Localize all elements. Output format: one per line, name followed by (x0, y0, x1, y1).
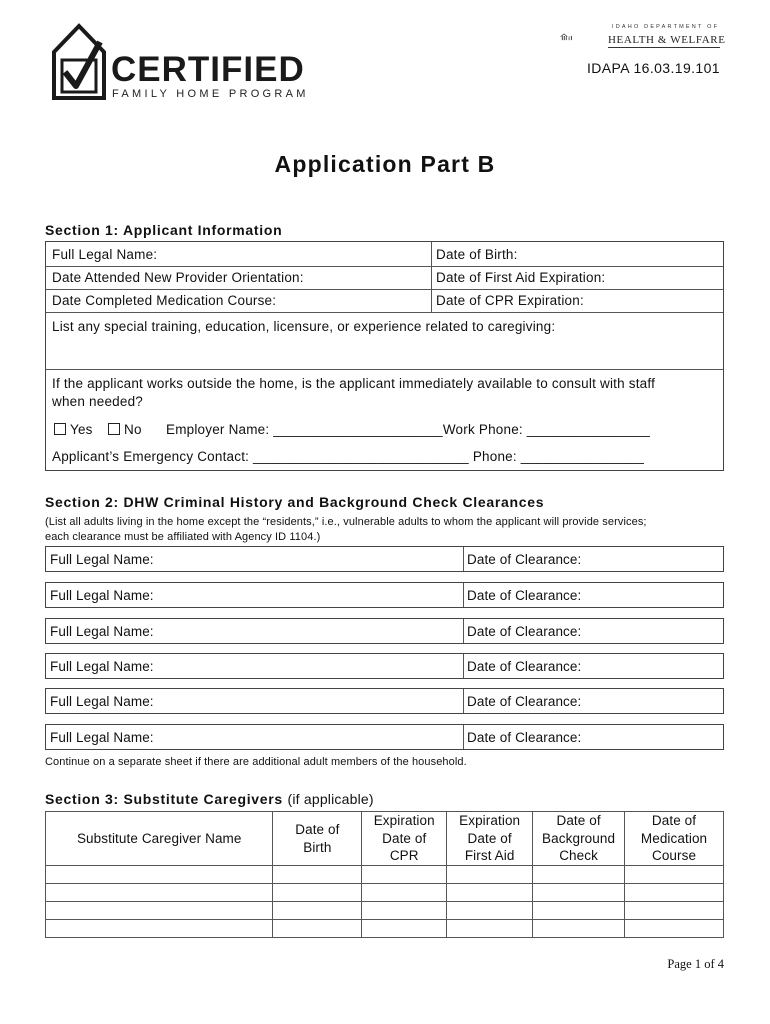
table-cell[interactable] (447, 866, 533, 884)
clearance-row (45, 546, 724, 572)
section2-heading: Section 2: DHW Criminal History and Background Check Clearances (45, 494, 545, 510)
orientation-date-field[interactable]: Date Attended New Provider Orientation: (52, 270, 304, 285)
column-header: Date of Medication Course (625, 812, 724, 866)
section3-heading (45, 791, 374, 807)
clearance-name-field[interactable]: Full Legal Name: (50, 730, 154, 745)
medication-course-field[interactable]: Date Completed Medication Course: (52, 293, 277, 308)
clearance-row (45, 688, 724, 714)
clearance-row (45, 724, 724, 750)
divider (463, 583, 464, 607)
table-cell[interactable] (46, 920, 273, 938)
clearance-date-field[interactable]: Date of Clearance: (467, 659, 582, 674)
column-header: Date of Background Check (533, 812, 625, 866)
yes-checkbox[interactable] (54, 423, 66, 435)
clearance-name-field[interactable]: Full Legal Name: (50, 694, 154, 709)
employer-work-phone-field[interactable]: Employer Name: ______________________Work Phone: ________________ (166, 422, 651, 437)
idapa-reference: IDAPA 16.03.19.101 (586, 60, 720, 76)
date-of-birth-field[interactable]: Date of Birth: (436, 247, 518, 262)
table-cell[interactable] (362, 884, 447, 902)
table-cell[interactable] (447, 884, 533, 902)
dhw-family-icon (560, 22, 606, 52)
section2-note-cont: each clearance must be affiliated with Agency ID 1104.) (45, 531, 321, 543)
cpr-expiration-field[interactable]: Date of CPR Expiration: (436, 293, 584, 308)
table-cell[interactable] (362, 920, 447, 938)
table-row (46, 884, 724, 902)
table-cell[interactable] (46, 884, 273, 902)
column-header: Expiration Date of First Aid (447, 812, 533, 866)
logo-wordmark: CERTIFIED (111, 50, 305, 89)
page-number: Page 1 of 4 (667, 957, 724, 971)
table-cell[interactable] (625, 920, 724, 938)
no-option[interactable] (108, 422, 142, 437)
divider (431, 242, 432, 312)
yes-label: Yes (70, 422, 93, 437)
divider (463, 654, 464, 678)
section3-heading-suffix: (if applicable) (287, 791, 374, 807)
clearance-date-field[interactable]: Date of Clearance: (467, 588, 582, 603)
divider (463, 725, 464, 749)
substitute-caregivers-table (45, 811, 724, 938)
table-cell[interactable] (447, 920, 533, 938)
section2-note: (List all adults living in the home except the “residents,” i.e., vulnerable adults to whom the applicant will provide services; (45, 516, 647, 528)
clearance-date-field[interactable]: Date of Clearance: (467, 694, 582, 709)
divider (46, 312, 723, 313)
clearance-date-field[interactable]: Date of Clearance: (467, 730, 582, 745)
table-row (46, 920, 724, 938)
first-aid-expiration-field[interactable]: Date of First Aid Expiration: (436, 270, 606, 285)
logo-subtitle: FAMILY HOME PROGRAM (112, 88, 309, 100)
section1-heading: Section 1: Applicant Information (45, 222, 283, 238)
section3-heading-text: Section 3: Substitute Caregivers (45, 791, 283, 807)
table-row (46, 866, 724, 884)
table-cell[interactable] (362, 866, 447, 884)
special-training-field[interactable]: List any special training, education, licensure, or experience related to caregiving: (52, 319, 556, 334)
agency-top-text: IDAHO DEPARTMENT OF (612, 24, 720, 30)
no-label: No (124, 422, 142, 437)
works-outside-question: If the applicant works outside the home, is the applicant immediately available to consult with staff (52, 376, 656, 391)
divider (463, 619, 464, 643)
table-cell[interactable] (273, 866, 362, 884)
table-cell[interactable] (447, 902, 533, 920)
clearance-name-field[interactable]: Full Legal Name: (50, 624, 154, 639)
column-header: Substitute Caregiver Name (46, 812, 273, 866)
table-cell[interactable] (533, 884, 625, 902)
clearance-row (45, 653, 724, 679)
table-cell[interactable] (533, 920, 625, 938)
clearance-name-field[interactable]: Full Legal Name: (50, 659, 154, 674)
emergency-contact-field[interactable]: Applicant’s Emergency Contact: ____________________________ Phone: ________________ (52, 449, 645, 464)
table-cell[interactable] (46, 902, 273, 920)
clearance-date-field[interactable]: Date of Clearance: (467, 552, 582, 567)
table-cell[interactable] (362, 902, 447, 920)
applicant-info-box (45, 241, 724, 471)
table-cell[interactable] (273, 920, 362, 938)
agency-name: HEALTH & WELFARE (608, 34, 726, 46)
table-cell[interactable] (533, 866, 625, 884)
column-header: Date of Birth (273, 812, 362, 866)
table-header-row (46, 812, 724, 866)
full-legal-name-field[interactable]: Full Legal Name: (52, 247, 158, 262)
clearance-name-field[interactable]: Full Legal Name: (50, 552, 154, 567)
yes-option[interactable] (54, 422, 93, 437)
clearance-row (45, 582, 724, 608)
table-cell[interactable] (625, 884, 724, 902)
clearance-row (45, 618, 724, 644)
table-cell[interactable] (273, 902, 362, 920)
works-outside-question-cont: when needed? (52, 394, 143, 409)
table-row (46, 902, 724, 920)
column-header: Expiration Date of CPR (362, 812, 447, 866)
divider (46, 369, 723, 370)
page-title: Application Part B (274, 151, 496, 177)
divider (463, 547, 464, 571)
continue-note: Continue on a separate sheet if there are additional adult members of the household. (45, 756, 467, 768)
table-cell[interactable] (273, 884, 362, 902)
clearance-name-field[interactable]: Full Legal Name: (50, 588, 154, 603)
table-cell[interactable] (46, 866, 273, 884)
table-cell[interactable] (533, 902, 625, 920)
no-checkbox[interactable] (108, 423, 120, 435)
divider (463, 689, 464, 713)
clearance-date-field[interactable]: Date of Clearance: (467, 624, 582, 639)
divider (46, 289, 723, 290)
agency-underline (608, 47, 720, 48)
table-cell[interactable] (625, 866, 724, 884)
divider (46, 266, 723, 267)
table-cell[interactable] (625, 902, 724, 920)
